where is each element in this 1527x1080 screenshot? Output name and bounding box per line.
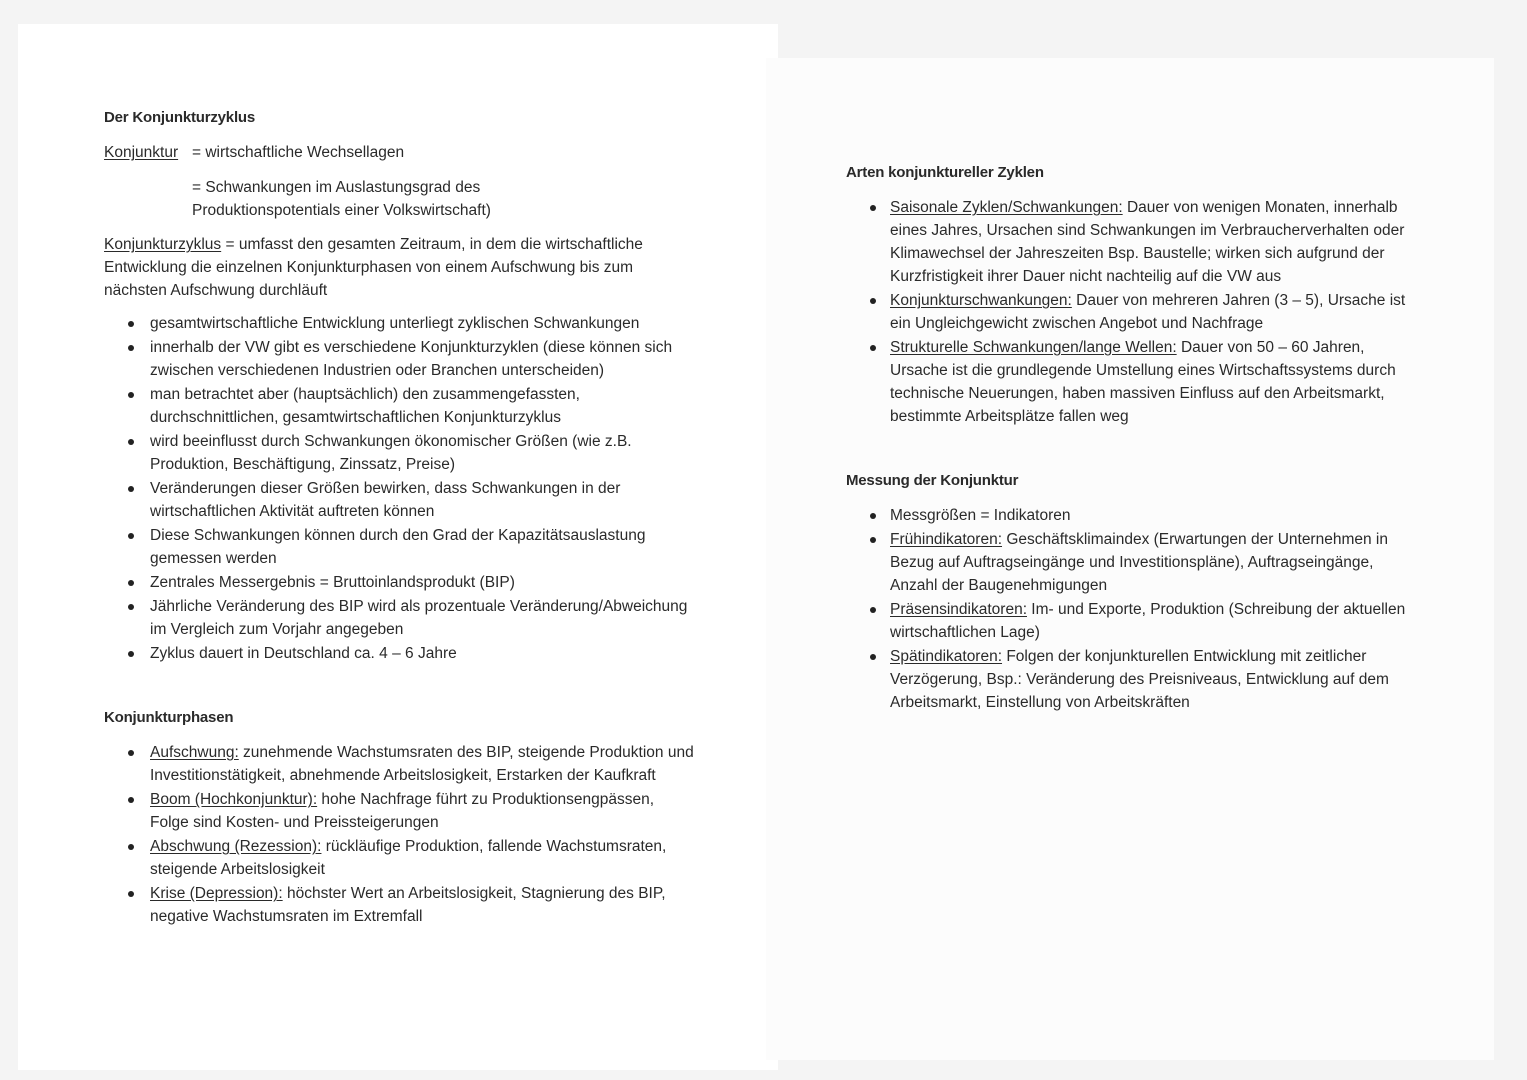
arten-term: Strukturelle Schwankungen/lange Wellen: bbox=[890, 339, 1177, 356]
messung-list bbox=[846, 504, 1406, 714]
phase-term: Aufschwung: bbox=[150, 744, 239, 761]
arten-text: Dauer von wenigen Monaten, innerhalb eines Jahres, Ursachen sind Schwankungen im Verbraucherverhalten oder Klimawechsel der Jahreszeiten Bsp. Baustelle; wirken sich aufgrund der Kurzfristigkeit ihrer Dauer nicht nachteilig auf die VW aus bbox=[890, 199, 1405, 285]
list-item bbox=[104, 741, 694, 787]
list-item: Jährliche Veränderung des BIP wird als prozentuale Veränderung/Abweichung im Vergleich zum Vorjahr angegeben bbox=[104, 595, 694, 641]
konjunkturzyklus-def: = umfasst den gesamten Zeitraum, in dem die wirtschaftliche Entwicklung die einzelnen Konjunkturphasen von einem Aufschwung bis zum nächsten Aufschwung durchläuft bbox=[104, 236, 643, 299]
list-item bbox=[846, 528, 1406, 597]
term-konjunktur: Konjunktur bbox=[104, 144, 179, 161]
list-item bbox=[846, 336, 1406, 428]
list-item bbox=[104, 788, 694, 834]
messung-term: Präsensindikatoren: bbox=[890, 601, 1027, 618]
konjunkturphasen-list bbox=[104, 741, 694, 928]
definition-konjunkturzyklus bbox=[104, 233, 684, 302]
list-item: innerhalb der VW gibt es verschiedene Konjunkturzyklen (diese können sich zwischen verschiedenen Industrien oder Branchen unterscheiden) bbox=[104, 336, 694, 382]
list-item bbox=[846, 645, 1406, 714]
heading-arten-konjunktureller-zyklen: Arten konjunktureller Zyklen bbox=[846, 164, 1044, 181]
phase-text: rückläufige Produktion, fallende Wachstumsraten, steigende Arbeitslosigkeit bbox=[150, 838, 667, 878]
list-item: Messgrößen = Indikatoren bbox=[846, 504, 1406, 527]
arten-text: Dauer von 50 – 60 Jahren, Ursache ist die grundlegende Umstellung eines Wirtschaftssystems durch technische Neuerungen, haben massiven Einfluss auf den Arbeitsmarkt, bestimmte Arbeitsplätze fallen weg bbox=[890, 339, 1396, 425]
right-column bbox=[846, 162, 1406, 715]
konjunkturzyklus-bullet-list bbox=[104, 312, 694, 665]
definition-konjunktur bbox=[104, 141, 694, 222]
heading-messung-der-konjunktur: Messung der Konjunktur bbox=[846, 472, 1019, 489]
phase-term: Boom (Hochkonjunktur): bbox=[150, 791, 318, 808]
phase-text: höchster Wert an Arbeitslosigkeit, Stagnierung des BIP, negative Wachstumsraten im Extremfall bbox=[150, 885, 666, 925]
list-item: Diese Schwankungen können durch den Grad der Kapazitätsauslastung gemessen werden bbox=[104, 524, 694, 570]
arten-text: Dauer von mehreren Jahren (3 – 5), Ursache ist ein Ungleichgewicht zwischen Angebot und Nachfrage bbox=[890, 292, 1406, 332]
list-item: gesamtwirtschaftliche Entwicklung unterliegt zyklischen Schwankungen bbox=[104, 312, 694, 335]
phase-term: Krise (Depression): bbox=[150, 885, 283, 902]
list-item: Veränderungen dieser Größen bewirken, dass Schwankungen in der wirtschaftlichen Aktivität auftreten können bbox=[104, 477, 694, 523]
konjunktur-def-1: = wirtschaftliche Wechsellagen bbox=[192, 144, 405, 161]
list-item: Zyklus dauert in Deutschland ca. 4 – 6 Jahre bbox=[104, 642, 694, 665]
phase-text: zunehmende Wachstumsraten des BIP, steigende Produktion und Investitionstätigkeit, abnehmende Arbeitslosigkeit, Erstarken der Kaufkraft bbox=[150, 744, 694, 784]
arten-term: Saisonale Zyklen/Schwankungen: bbox=[890, 199, 1123, 216]
messung-term: Frühindikatoren: bbox=[890, 531, 1003, 548]
term-konjunkturzyklus: Konjunkturzyklus bbox=[104, 236, 222, 253]
messung-text: Geschäftsklimaindex (Erwartungen der Unternehmen in Bezug auf Auftragseingänge und Investitionspläne), Auftragseingänge, Anzahl der Baugenehmigungen bbox=[890, 531, 1388, 594]
list-item bbox=[104, 835, 694, 881]
konjunktur-def-2: = Schwankungen im Auslastungsgrad des Produktionspotentials einer Volkswirtschaft) bbox=[192, 179, 491, 219]
list-item bbox=[846, 196, 1406, 288]
messung-text: Im- und Exporte, Produktion (Schreibung der aktuellen wirtschaftlichen Lage) bbox=[890, 601, 1406, 641]
list-item bbox=[104, 882, 694, 928]
list-item: man betrachtet aber (hauptsächlich) den zusammengefassten, durchschnittlichen, gesamtwirtschaftlichen Konjunkturzyklus bbox=[104, 383, 694, 429]
heading-konjunkturzyklus: Der Konjunkturzyklus bbox=[104, 109, 256, 126]
arten-list bbox=[846, 196, 1406, 428]
list-item bbox=[846, 598, 1406, 644]
phase-text: hohe Nachfrage führt zu Produktionsengpässen, Folge sind Kosten- und Preissteigerungen bbox=[150, 791, 655, 831]
arten-term: Konjunkturschwankungen: bbox=[890, 292, 1072, 309]
list-item bbox=[846, 289, 1406, 335]
heading-konjunkturphasen: Konjunkturphasen bbox=[104, 709, 234, 726]
messung-term: Spätindikatoren: bbox=[890, 648, 1003, 665]
list-item: Zentrales Messergebnis = Bruttoinlandsprodukt (BIP) bbox=[104, 571, 694, 594]
list-item: wird beeinflusst durch Schwankungen ökonomischer Größen (wie z.B. Produktion, Beschäftigung, Zinssatz, Preise) bbox=[104, 430, 694, 476]
messung-text: Folgen der konjunkturellen Entwicklung mit zeitlicher Verzögerung, Bsp.: Veränderung des Preisniveaus, Entwicklung auf dem Arbeitsmarkt, Einstellung von Arbeitskräften bbox=[890, 648, 1389, 711]
left-column bbox=[104, 107, 694, 929]
phase-term: Abschwung (Rezession): bbox=[150, 838, 322, 855]
